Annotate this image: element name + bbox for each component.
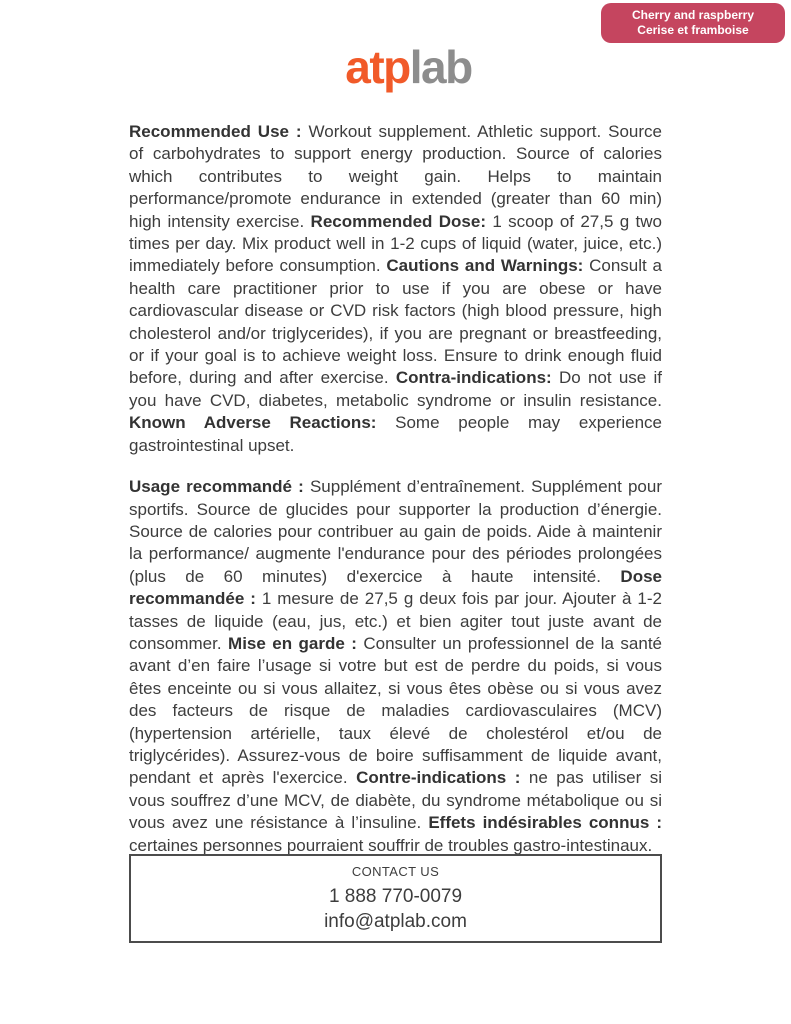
brand-logo <box>0 41 791 93</box>
flavor-badge <box>601 3 785 43</box>
flavor-badge-line-fr: Cerise et framboise <box>637 23 749 37</box>
flavor-badge-line-en: Cherry and raspberry <box>631 8 755 22</box>
contact-heading: CONTACT US <box>351 864 440 879</box>
contact-phone: 1 888 770-0079 <box>328 886 463 907</box>
brand-logo-secondary: lab <box>409 41 472 93</box>
brand-logo-primary: atp <box>345 41 410 93</box>
contact-email: info@atplab.com <box>324 911 467 932</box>
paragraph-french: Usage recommandé : Supplément d’entraînement. Supplément pour sportifs. Source de glucides pour supporter la production d’énergie. Source de calories pour contribuer au gain de poids. Aide à maintenir la performance/ augmente l'endurance pour des périodes prolongées (plus de 60 minutes) d'exercice à haute intensité. Dose recommandée : 1 mesure de 27,5 g deux fois par jour. Ajouter à 1-2 tasses de liquide (eau, jus, etc.) et bien agiter tout juste avant de consommer. Mise en garde : Consulter un professionnel de la santé avant d’en faire l’usage si votre but est de perdre du poids, si vous êtes enceinte ou si vous allaitez, si vous êtes obèse ou si vous avez des facteurs de risque de maladies cardiovasculaires (MCV) (hypertension artérielle, taux élevé de cholestérol et/ou de triglycérides). Assurez-vous de boire suffisamment de liquide avant, pendant et après l'exercice. Contre-indications : ne pas utiliser si vous souffrez d’une MCV, de diabète, du syndrome métabolique ou si vous avez une résistance à l’insuline. Effets indésirables connus : certaines personnes pourraient souffrir de troubles gastro-intestinaux. <box>129 477 663 855</box>
contact-box <box>129 854 662 943</box>
label-text-column <box>129 121 662 876</box>
paragraph-english: Recommended Use : Workout supplement. Athletic support. Source of carbohydrates to support energy production. Source of calories which contributes to weight gain. Helps to maintain performance/promote endurance in extended (greater than 60 min) high intensity exercise. Recommended Dose: 1 scoop of 27,5 g two times per day. Mix product well in 1-2 cups of liquid (water, juice, etc.) immediately before consumption. Cautions and Warnings: Consult a health care practitioner prior to use if you are obese or have cardiovascular disease or CVD risk factors (high blood pressure, high cholesterol and/or triglycerides), if you are pregnant or breastfeeding, or if your goal is to achieve weight loss. Ensure to drink enough fluid before, during and after exercise. Contra-indications: Do not use if you have CVD, diabetes, metabolic syndrome or insulin resistance. Known Adverse Reactions: Some people may experience gastrointestinal upset. <box>129 122 663 455</box>
